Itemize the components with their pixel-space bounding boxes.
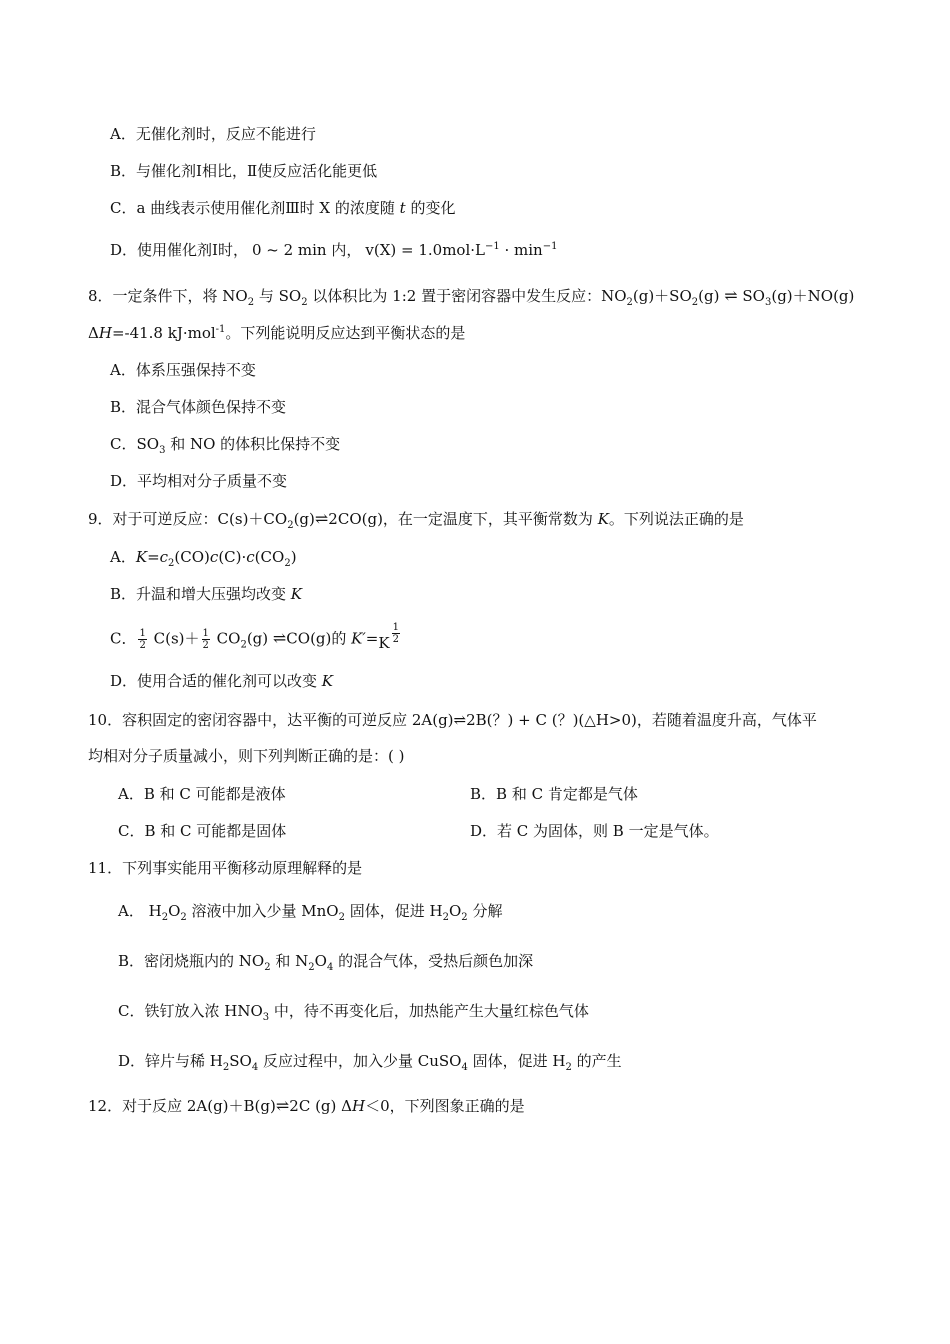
q7-option-b: B．与催化剂Ⅰ相比，Ⅱ使反应活化能更低 (110, 162, 378, 180)
q10-option-d: D．若 C 为固体，则 B 一定是气体。 (470, 822, 719, 840)
q11-option-d: D．锌片与稀 $H_2SO_4$ 反应过程中，加入少量 CuSO$_4$ 固体，促进 $H_2$ 的产生 (118, 1052, 622, 1073)
q11-option-b: B．密闭烧瓶内的 $NO_2$ 和 $N_2O_4$ 的混合气体，受热后颜色加深 (118, 952, 534, 973)
equilibrium-arrow-icon: ⇌ (275, 1096, 290, 1115)
q10-stem-line2: 均相对分子质量减小，则下列判断正确的是：( ) (88, 747, 405, 765)
q12-stem: 12．对于反应 2A(g)＋B(g)⇌2C (g) ΔH＜0，下列图象正确的是 (88, 1096, 525, 1115)
q8-stem-line2: ΔH=-41.8 kJ·mol$^{-1}$。下列能说明反应达到平衡状态的是 (88, 324, 466, 342)
q10-option-b: B．B 和 C 肯定都是气体 (470, 785, 638, 803)
q9-option-a: A．$K=c_2(CO)c(C)\cdot c(CO_2)$ (110, 548, 297, 569)
equilibrium-arrow-icon: ⇌ (724, 286, 738, 305)
q10-option-a: A．B 和 C 可能都是液体 (118, 785, 286, 803)
q9-stem: 9．对于可逆反应：$C(s)+CO_2(g)\rightleftharpoons 2CO(g)$，在一定温度下，其平衡常数为 K。下列说法正确的是 (88, 509, 744, 531)
q7-option-c: C．a 曲线表示使用催化剂Ⅲ时 X 的浓度随 t 的变化 (110, 199, 456, 217)
q8-option-c: C．$SO_3$ 和 NO 的体积比保持不变 (110, 435, 341, 456)
q10-option-c: C．B 和 C 可能都是固体 (118, 822, 287, 840)
q7-option-d: D．使用催化剂Ⅰ时， 0 ~ 2 min 内， $v(X) = 1.0mol\cdot L^{-1} \cdot \min^{-1}$ (110, 241, 558, 259)
q8-option-b: B．混合气体颜色保持不变 (110, 398, 287, 416)
q11-stem: 11．下列事实能用平衡移动原理解释的是 (88, 859, 363, 877)
q7-option-a: A．无催化剂时，反应不能进行 (110, 125, 316, 143)
q11-option-c: C．铁钉放入浓 $HNO_3$ 中，待不再变化后，加热能产生大量红棕色气体 (118, 1002, 589, 1023)
q9-option-b: B．升温和增大压强均改变 K (110, 585, 303, 603)
q10-stem-line1: 10．容积固定的密闭容器中，达平衡的可逆反应 2A(g)⇌2B(？) + C (？)(△H>0)，若随着温度升高，气体平 (88, 711, 817, 729)
equilibrium-arrow-icon: ⇌ (272, 628, 287, 648)
q11-option-a: A． $H_2O_2$ 溶液中加入少量 MnO$_2$ 固体，促进 $H_2O_2$ 分解 (118, 902, 503, 923)
fraction-exponent-half: $\frac{1}{2}$ (392, 622, 399, 645)
q8-option-d: D．平均相对分子质量不变 (110, 472, 288, 490)
fraction-one-half: $\frac{1}{2}$ (202, 628, 209, 651)
q9-option-c: C． $\frac{1}{2}$ C(s)＋ $\frac{1}{2}$ $CO_2(g)$ ⇌CO(g)的 K′=K $\frac{1}{2}$ (110, 622, 399, 652)
q8-option-a: A．体系压强保持不变 (110, 361, 256, 379)
q9-option-d: D．使用合适的催化剂可以改变 K (110, 672, 334, 690)
equilibrium-arrow-icon: ⇌ (314, 509, 329, 528)
fraction-one-half: $\frac{1}{2}$ (139, 628, 146, 651)
q8-stem-line1: 8．一定条件下，将 $NO_2$ 与 $SO_2$ 以体积比为 1:2 置于密闭容器中发生反应：$NO_2(g)+SO_2(g)$ ⇌ $SO_3(g)+NO(g)$ (88, 286, 855, 308)
